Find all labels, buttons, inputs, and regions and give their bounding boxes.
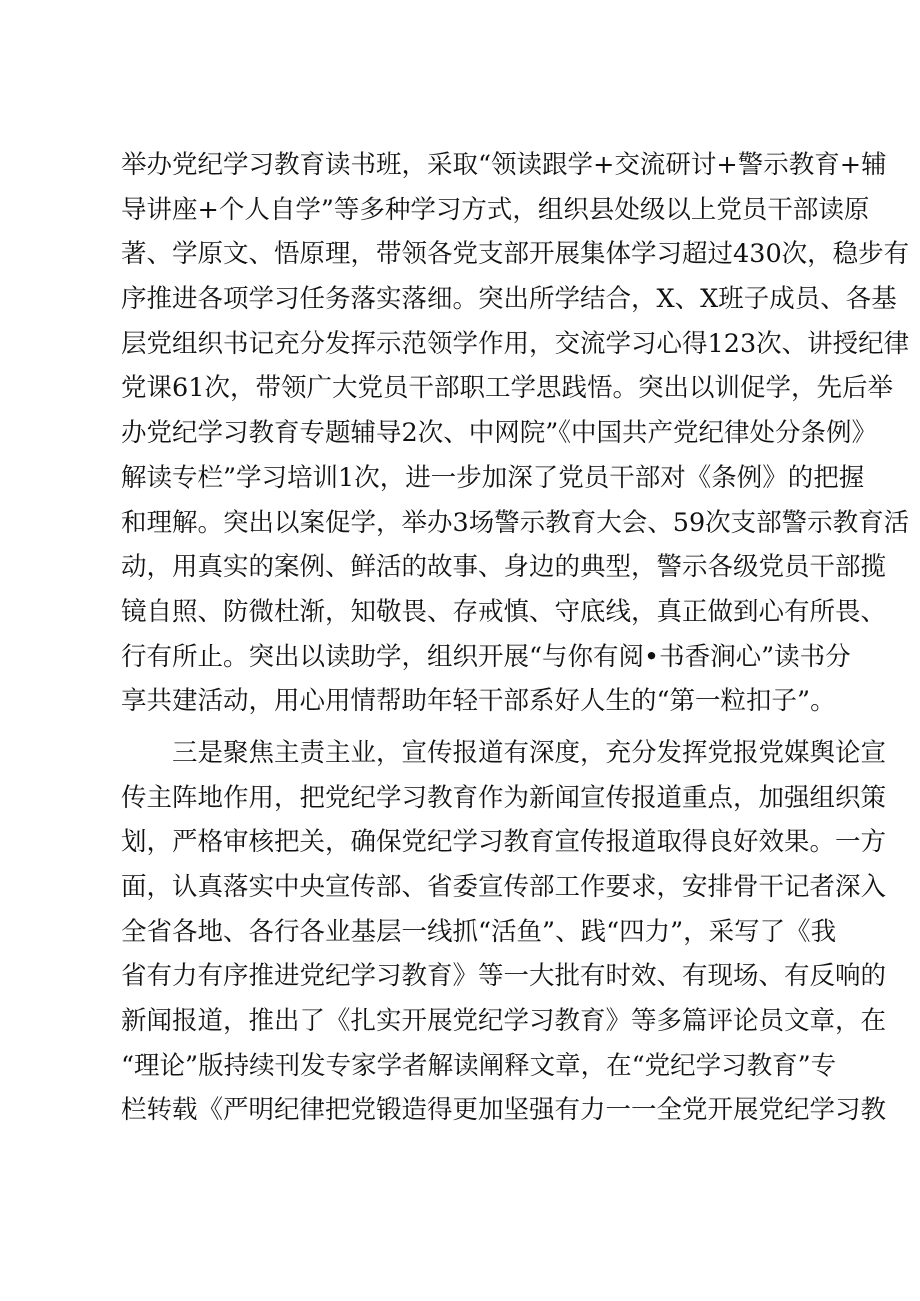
paragraph-gap bbox=[121, 724, 805, 731]
text-line: 面，认真落实中央宣传部、省委宣传部工作要求，安排骨干记者深入 bbox=[121, 872, 887, 902]
text-line: 全省各地、各行各业基层一线抓“活鱼”、践“四力”，采写了《我 bbox=[121, 916, 837, 947]
text-line: 享共建活动，用心用情帮助年轻干部系好人生的“第一粒扣子”。 bbox=[121, 686, 836, 717]
text-line: 解读专栏”学习培训1次，进一步加深了党员干部对《条例》的把握 bbox=[121, 462, 865, 493]
text-line: 行有所止。突出以读助学，组织开展“与你有阅•书香涧心”读书分 bbox=[121, 641, 851, 672]
text-line: 举办党纪学习教育读书班，采取“领读跟学+交流研讨+警示教育+辅 bbox=[121, 150, 887, 180]
text-line: 三是聚焦主责主业，宣传报道有深度，充分发挥党报党媒舆论宣 bbox=[172, 737, 887, 768]
text-line: 导讲座+个人自学”等多种学习方式，组织县处级以上党员干部读原 bbox=[121, 194, 870, 225]
text-line: 和理解。突出以案促学，举办3场警示教育大会、59次支部警示教育活 bbox=[121, 507, 910, 538]
text-line: 序推进各项学习任务落实落细。突出所学结合，X、X班子成员、各基 bbox=[121, 284, 897, 315]
text-line: 栏转载《严明纪律把党锻造得更加坚强有力一一全党开展党纪学习教 bbox=[121, 1095, 887, 1126]
document-body bbox=[121, 143, 910, 1133]
text-line: 著、学原文、悟原理，带领各党支部开展集体学习超过430次，稳步有 bbox=[121, 239, 910, 270]
text-line: 新闻报道，推出了《扎实开展党纪学习教育》等多篇评论员文章，在 bbox=[121, 1006, 887, 1037]
text-line: 镜自照、防微杜渐，知敬畏、存戒慎、守底线，真正做到心有所畏、 bbox=[121, 596, 887, 627]
text-line: 办党纪学习教育专题辅导2次、中网院”《中国共产党纪律处分条例》 bbox=[121, 418, 878, 449]
text-line: 传主阵地作用，把党纪学习教育作为新闻宣传报道重点，加强组织策 bbox=[121, 782, 887, 813]
text-line: 动，用真实的案例、鲜活的故事、身边的典型，警示各级党员干部揽 bbox=[121, 552, 887, 583]
text-line: 党课61次，带领广大党员干部职工学思践悟。突出以训促学，先后举 bbox=[121, 373, 893, 404]
text-line: 省有力有序推进党纪学习教育》等一大批有时效、有现场、有反响的 bbox=[121, 961, 887, 992]
text-line: 层党组织书记充分发挥示范领学作用，交流学习心得123次、讲授纪律 bbox=[121, 328, 910, 359]
text-line: 划，严格审核把关，确保党纪学习教育宣传报道取得良好效果。一方 bbox=[121, 827, 887, 858]
paragraph-1 bbox=[121, 143, 910, 724]
text-line: “理论”版持续刊发专家学者解读阐释文章，在“党纪学习教育”专 bbox=[121, 1050, 837, 1081]
paragraph-2 bbox=[121, 731, 887, 1133]
